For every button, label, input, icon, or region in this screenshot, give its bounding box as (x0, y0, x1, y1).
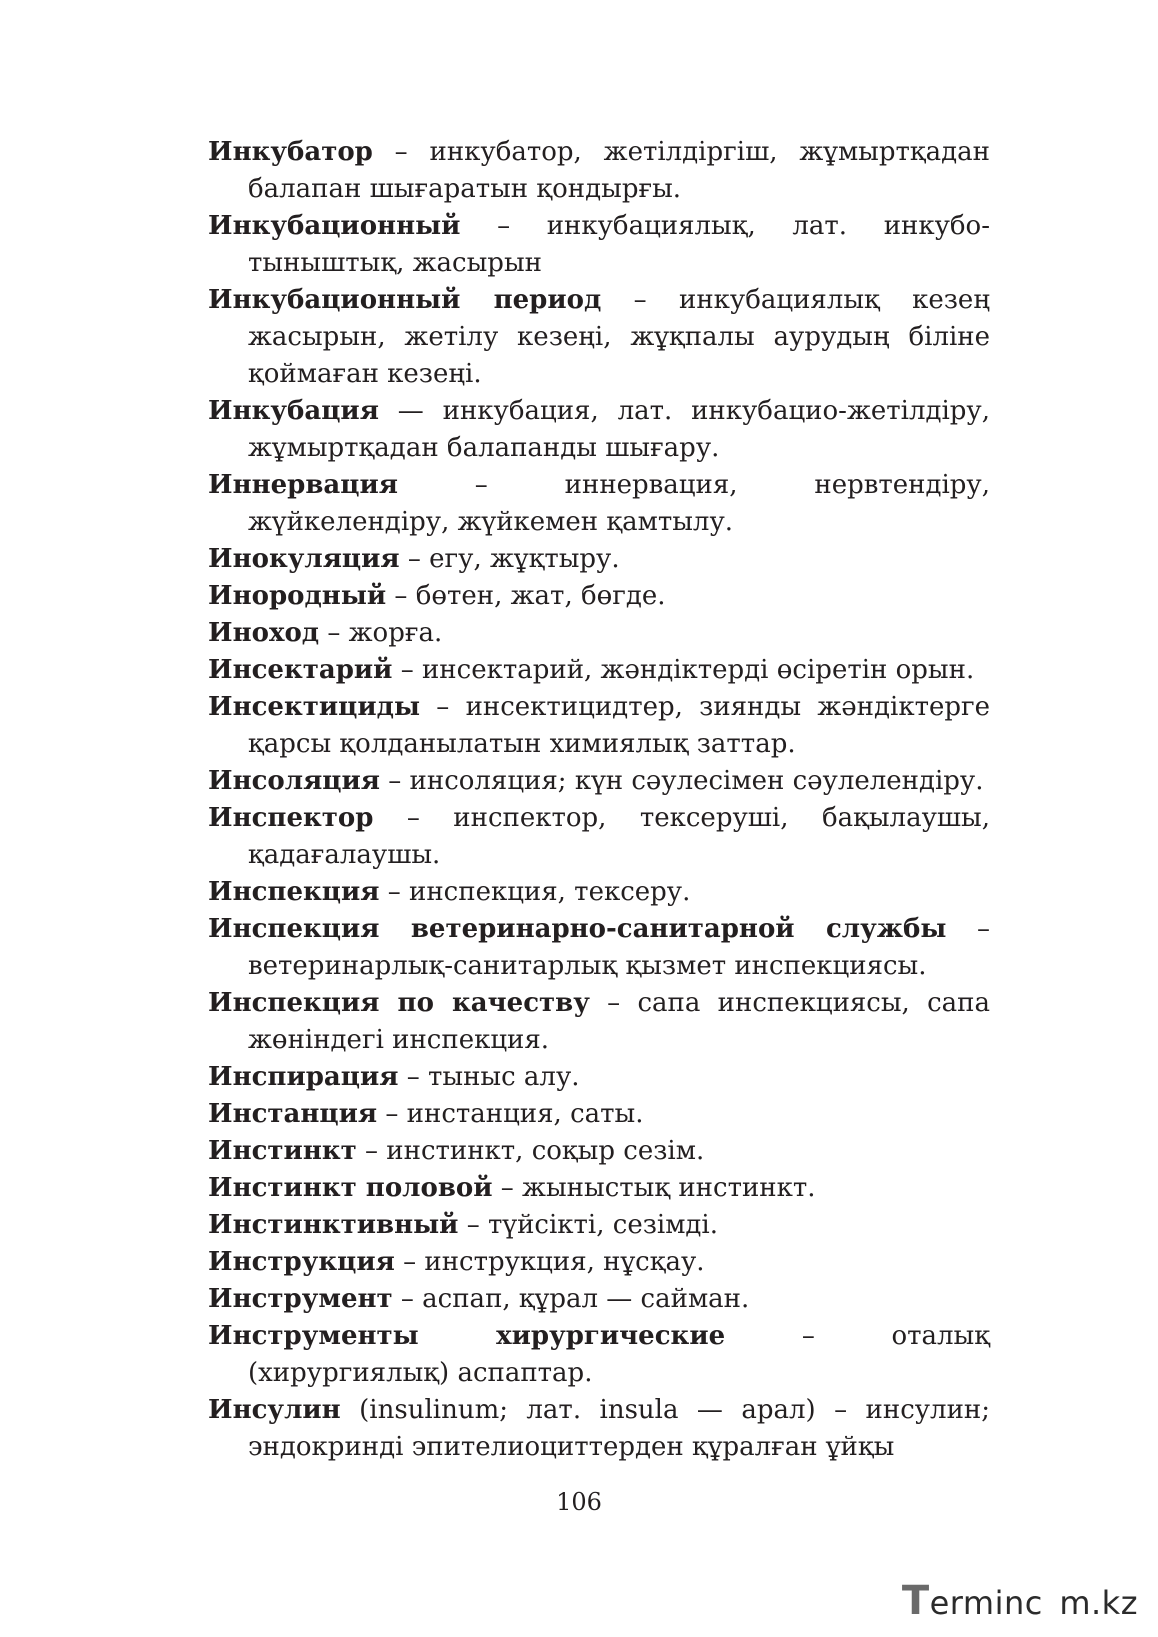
glossary-entry (208, 800, 990, 874)
entry-term: Инспекция ветеринарно-санитарной службы (208, 914, 947, 944)
entry-term: Инструменты хирургические (208, 1321, 726, 1351)
entry-definition: – егу, жұқтыру. (399, 544, 620, 574)
entry-term: Инкубатор (208, 137, 373, 167)
entry-term: Инсулин (208, 1395, 341, 1425)
glossary-entry (208, 652, 990, 689)
glossary-entry (208, 1392, 990, 1466)
entry-definition: – түйсікті, сезімді. (458, 1210, 719, 1240)
watermark-text: erminc m.kz (929, 1584, 1138, 1622)
entry-definition: – инстинкт, соқыр сезім. (356, 1136, 705, 1166)
glossary-entry (208, 1244, 990, 1281)
glossary-entry (208, 911, 990, 985)
watermark-t: T (901, 1578, 930, 1624)
entry-term: Инстинкт (208, 1136, 357, 1166)
entry-term: Инстинкт половой (208, 1173, 493, 1203)
glossary-entry (208, 615, 990, 652)
entry-definition: – инспекция, тексеру. (379, 877, 691, 907)
entry-definition: – инсоляция; күн сәулесімен сәулелендіру. (380, 766, 984, 796)
glossary-entry (208, 1170, 990, 1207)
entry-term: Иннервация (208, 470, 398, 500)
entry-definition: – инкубатор, жетілдіргіш, жұмыртқадан балапан шығаратын қондырғы. (248, 137, 990, 204)
entry-definition: – инсектарий, жәндіктерді өсіретін орын. (392, 655, 975, 685)
entry-definition: – сапа инспекциясы, сапа жөніндегі инспекция. (248, 988, 991, 1055)
entry-definition: – инструкция, нұсқау. (394, 1247, 705, 1277)
entry-term: Инстанция (208, 1099, 378, 1129)
glossary-entry (208, 689, 990, 763)
entry-definition: – инстанция, саты. (377, 1099, 644, 1129)
glossary-entry (208, 874, 990, 911)
glossary-entry (208, 763, 990, 800)
entry-definition: – инсектицидтер, зиянды жәндіктерге қарсы қолданылатын химиялық заттар. (248, 692, 990, 759)
entry-term: Инспекция (208, 877, 380, 907)
entry-term: Инсектициды (208, 692, 421, 722)
glossary-entry (208, 134, 990, 208)
page-number: 106 (556, 1488, 602, 1516)
watermark-logo (901, 1578, 1138, 1624)
entry-definition: – аспап, құрал — сайман. (392, 1284, 750, 1314)
entry-term: Инспирация (208, 1062, 399, 1092)
entry-term: Инструмент (208, 1284, 393, 1314)
glossary-entry (208, 282, 990, 393)
entry-term: Инородный (208, 581, 387, 611)
entry-term: Инстинктивный (208, 1210, 459, 1240)
glossary-entry (208, 1133, 990, 1170)
entry-term: Инспектор (208, 803, 374, 833)
entry-definition: – жорға. (319, 618, 443, 648)
entry-definition: – иннервация, нервтендіру, жүйкелендіру, жүйкемен қамтылу. (248, 470, 990, 537)
glossary-entry (208, 578, 990, 615)
glossary-entry (208, 393, 990, 467)
entry-definition: (insulinum; лат. insula — арал) – инсулин; эндокринді эпителиоциттерден құралған ұйқы (248, 1395, 990, 1462)
entry-term: Иноход (208, 618, 320, 648)
glossary-entry (208, 1207, 990, 1244)
glossary-entries (208, 134, 990, 1466)
entry-term: Инсоляция (208, 766, 381, 796)
entry-term: Инсектарий (208, 655, 393, 685)
entry-definition: – инспектор, тексеруші, бақылаушы, қадағалаушы. (248, 803, 990, 870)
entry-definition: – оталық (хирургиялық) аспаптар. (248, 1321, 990, 1388)
glossary-entry (208, 985, 990, 1059)
entry-term: Инкубационный (208, 211, 461, 241)
entry-definition: – инкубациялық кезең жасырын, жетілу кезеңі, жұқпалы аурудың біліне қоймаған кезеңі. (248, 285, 990, 389)
entry-definition: – инкубациялық, лат. инкубо-тыныштық, жасырын (248, 211, 990, 278)
entry-definition: – тыныс алу. (398, 1062, 580, 1092)
entry-term: Инокуляция (208, 544, 400, 574)
entry-definition: – жыныстық инстинкт. (492, 1173, 816, 1203)
glossary-entry (208, 1281, 990, 1318)
glossary-entry (208, 208, 990, 282)
glossary-entry (208, 1059, 990, 1096)
glossary-entry (208, 1318, 990, 1392)
entry-term: Инкубационный период (208, 285, 602, 315)
entry-definition: — инкубация, лат. инкубацио-жетілдіру, жұмыртқадан балапанды шығару. (248, 396, 990, 463)
entry-definition: – ветеринарлық-санитарлық қызмет инспекциясы. (248, 914, 991, 981)
entry-term: Инспекция по качеству (208, 988, 590, 1018)
glossary-entry (208, 541, 990, 578)
entry-term: Инкубация (208, 396, 379, 426)
entry-definition: – бөтен, жат, бөгде. (386, 581, 666, 611)
glossary-entry (208, 1096, 990, 1133)
glossary-entry (208, 467, 990, 541)
entry-term: Инструкция (208, 1247, 395, 1277)
